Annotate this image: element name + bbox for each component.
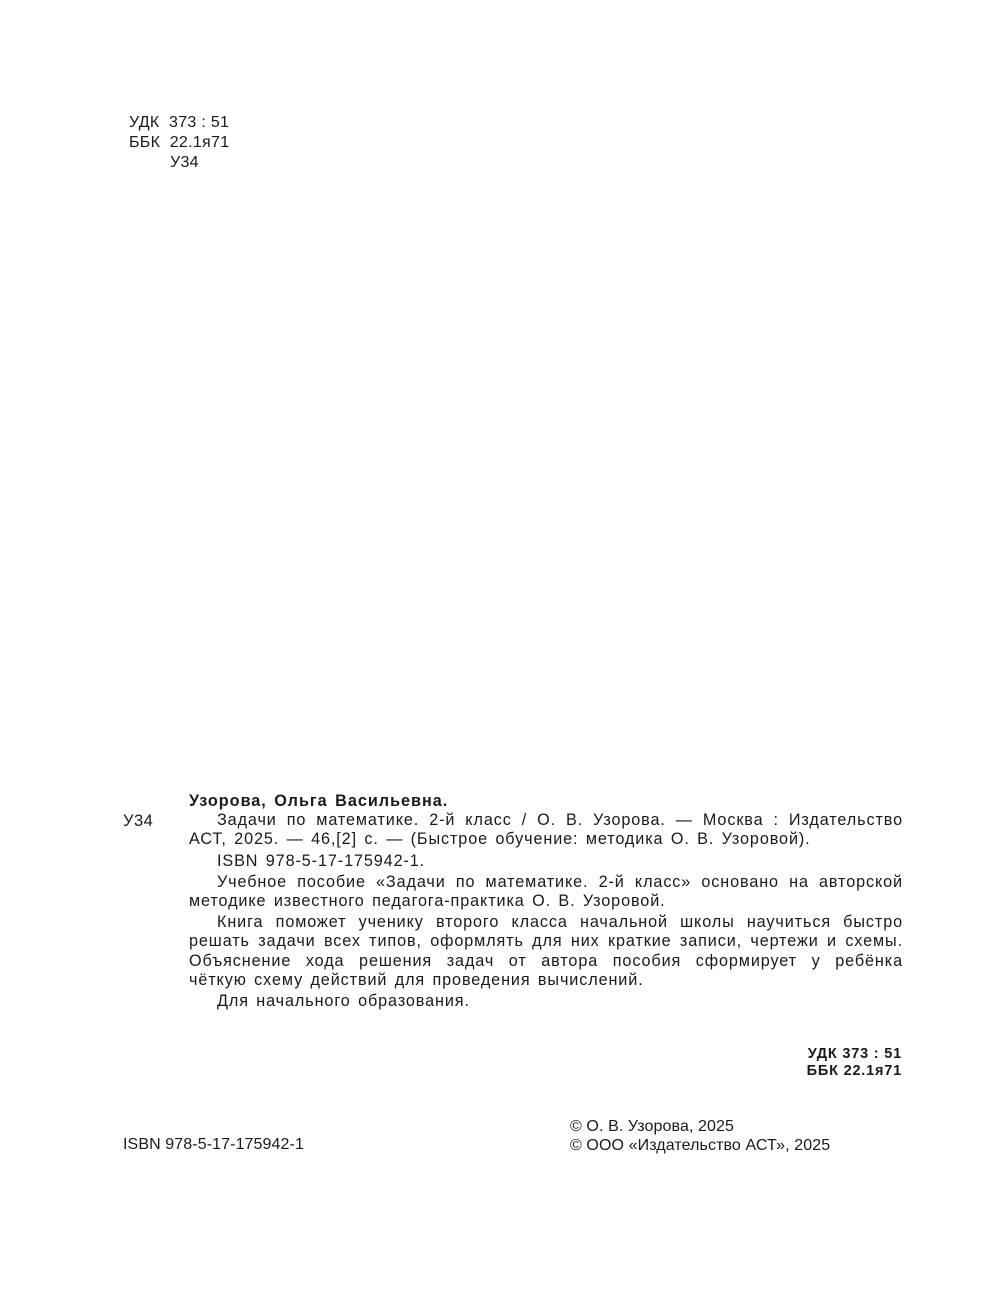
udk-code-card: УДК 373 : 51 <box>807 1046 902 1062</box>
bbk-code-card: ББК 22.1я71 <box>806 1063 902 1079</box>
isbn-footer: ISBN 978-5-17-175942-1 <box>123 1136 304 1153</box>
copyright-block <box>570 1117 830 1155</box>
author-heading: Узорова, Ольга Васильевна. <box>189 792 449 810</box>
catalog-card <box>189 792 903 1011</box>
bibliographic-description: Задачи по математике. 2-й класс / О. В. Узорова. — Москва : Издательство АСТ, 2025. — 46,[2] с. — (Быстрое обучение: методика О. В. Узоровой). <box>189 811 903 849</box>
annotation-paragraph-1: Учебное пособие «Задачи по математике. 2-й класс» основано на авторской методике известного педагога-практика О. В. Узоровой. <box>189 872 903 911</box>
catalog-card-author-mark: У34 <box>123 812 154 830</box>
copyright-author: © О. В. Узорова, 2025 <box>570 1118 735 1135</box>
copyright-publisher: © ООО «Издательство АСТ», 2025 <box>570 1137 831 1154</box>
isbn-line: ISBN 978-5-17-175942-1. <box>217 851 426 870</box>
classification-codes-top <box>129 113 229 173</box>
author-mark: У34 <box>170 154 199 171</box>
udk-code: УДК 373 : 51 <box>129 114 230 131</box>
bbk-code: ББК 22.1я71 <box>129 134 230 151</box>
audience-note: Для начального образования. <box>217 992 470 1011</box>
annotation-paragraph-2: Книга поможет ученику второго класса начальной школы научиться быстро решать задачи всех типов, оформлять для них краткие записи, чертежи и схемы. Объяснение хода решения задач от автора пособия сформирует у ребёнка чёткую схему действий для проведения вычислений. <box>189 913 903 989</box>
classification-codes-card <box>807 1046 902 1080</box>
